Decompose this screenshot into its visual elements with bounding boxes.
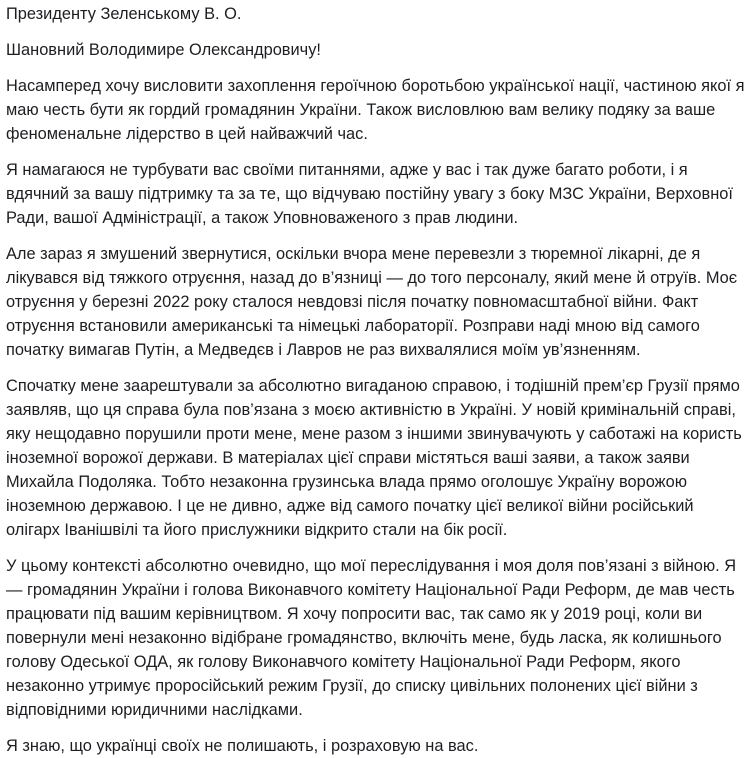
letter-paragraph: Але зараз я змушений звернутися, оскільки вчора мене перевезли з тюремної лікарні, де я лікувався від тяжкого отруєння, назад до в’язниці — до того персоналу, який мене й отруїв. Моє отруєння у березні 2022 року сталося невдовзі після початку повномасштабної війни. Факт отруєння встановили американські та німецькі лабораторії. Розправи наді мною від самого початку вимагав Путін, а Медведєв і Лавров не раз вихвалялися моїм ув’язненням. [6,245,738,359]
letter-paragraph: Насамперед хочу висловити захоплення героїчною боротьбою української нації, частиною якої я маю честь бути як гордий громадянин України. Також висловлюю вам велику подяку за ваше феноменальне лідерство в цей найважчий час. [6,77,745,143]
letter-closing: Я знаю, що українці своїх не полишають, і розраховую на вас. [6,737,479,755]
letter-salutation: Шановний Володимире Олександровичу! [6,41,321,59]
letter-paragraph: Спочатку мене заарештували за абсолютно вигаданою справою, і тодішній прем’єр Грузії прямо заявляв, що ця справа була пов’язана з моєю активністю в Україні. У новій кримінальній справі, яку нещодавно порушили проти мене, мене разом з іншими звинувачують у саботажі на користь іноземної ворожої держави. В матеріалах цієї справи містяться ваші заяви, а також заяви Михайла Подоляка. Тобто незаконна грузинська влада прямо оголошує Україну ворожою іноземною державою. І це не дивно, адже від самого початку цієї великої війни російський олігарх Іванішвілі та його прислужники відкрито стали на бік росії. [6,377,742,539]
letter-addressee: Президенту Зеленському В. О. [6,5,242,23]
letter-paragraph: У цьому контексті абсолютно очевидно, що мої переслідування і моя доля пов’язані з війною. Я — громадянин України і голова Виконавчого комітету Національної Ради Реформ, де мав честь працювати під вашим керівництвом. Я хочу попросити вас, так само як у 2019 році, коли ви повернули мені незаконно відібране громадянство, включіть мене, будь ласка, як колишнього голову Одеської ОДА, як голову Виконавчого комітету Національної Ради Реформ, якого незаконно утримує проросійський режим Грузії, до списку цивільних полонених цієї війни з відповідними юридичними наслідками. [6,557,737,719]
letter-paragraph: Я намагаюся не турбувати вас своїми питаннями, адже у вас і так дуже багато роботи, і я вдячний за вашу підтримку та за те, що відчуваю постійну увагу з боку МЗС України, Верховної Ради, вашої Адміністрації, а також Уповноваженого з прав людини. [6,161,733,227]
